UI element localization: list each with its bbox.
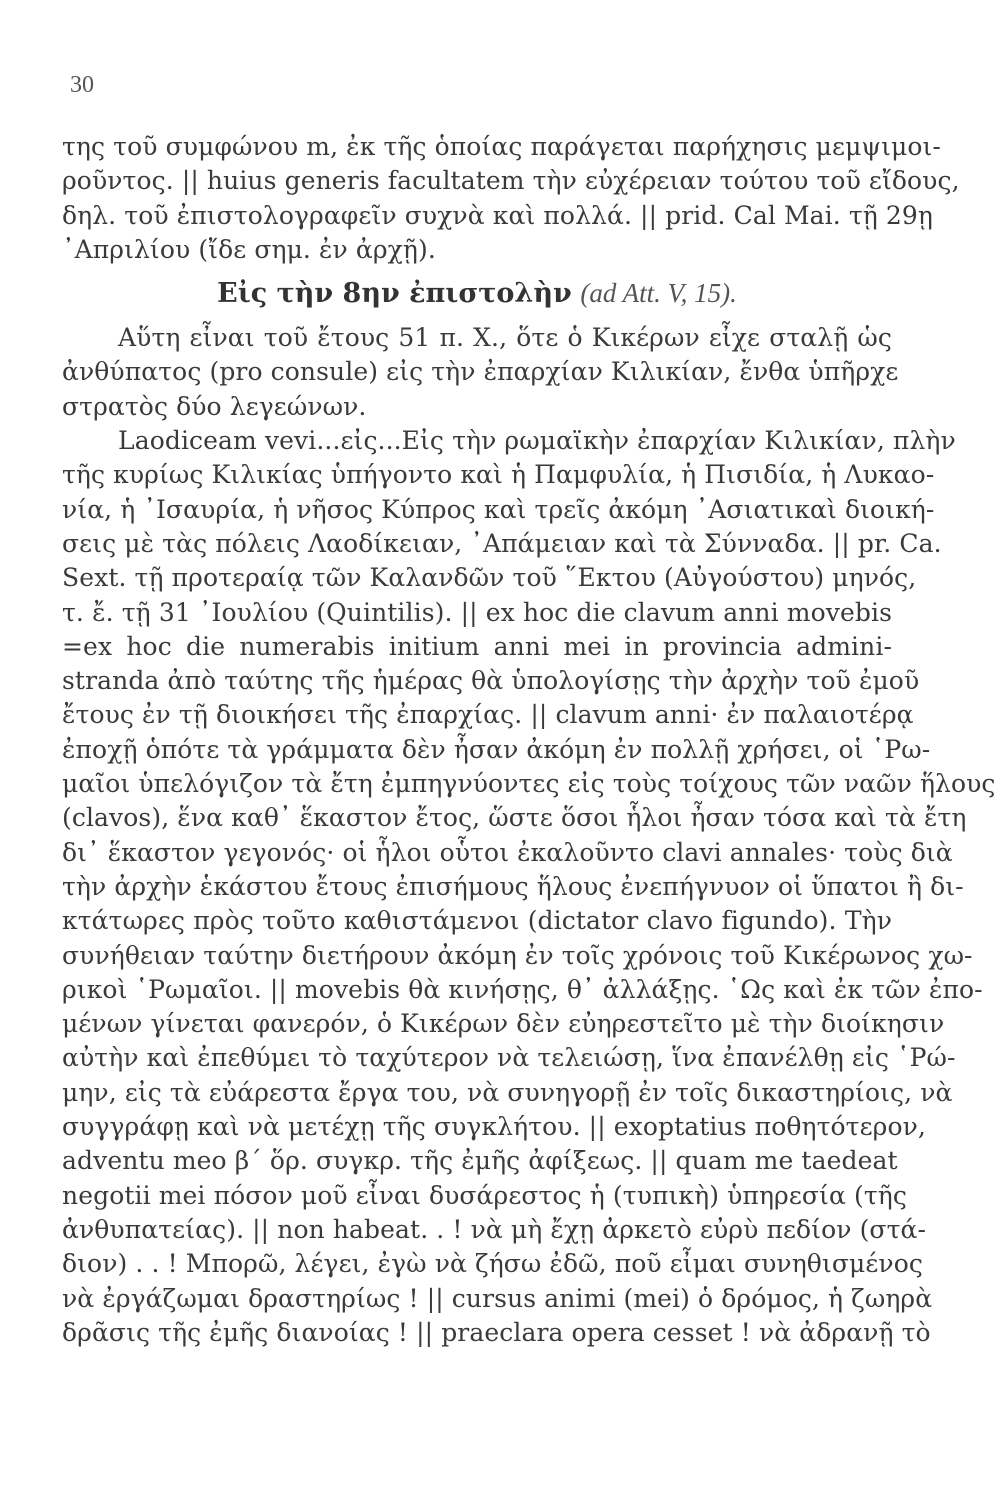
text-line: (clavos), ἕνα καθ᾿ ἕκαστον ἔτος, ὥστε ὅσοι ἧλοι ἦσαν τόσα καὶ τὰ ἔτη [62,803,967,833]
text-line: της τοῦ συμφώνου m, ἐκ τῆς ὁποίας παράγεται παρήχησις μεμψιμοι- [62,132,941,161]
intro-paragraph [62,130,960,267]
text-line: στρατὸς δύο λεγεώνων. [62,391,367,421]
text-line: αὐτὴν καὶ ἐπεθύμει τὸ ταχύτερον νὰ τελειώσῃ, ἵνα ἐπανέλθῃ εἰς ῾Ρώ- [62,1043,956,1073]
text-line: ἀνθυπατείας). || non habeat. . ! νὰ μὴ ἔχῃ ἀρκετὸ εὐρὺ πεδίον (στά- [62,1214,927,1244]
text-line: νία, ἡ ᾿Ισαυρία, ἡ νῆσος Κύπρος καὶ τρεῖς ἀκόμη ᾿Ασιατικαὶ διοική- [62,494,935,524]
text-block [62,130,996,1350]
text-line: Αὕτη εἶναι τοῦ ἔτους 51 π. Χ., ὅτε ὁ Κικέρων εἶχε σταλῇ ὡς [118,323,892,353]
text-line: μαῖοι ὑπελόγιζον τὰ ἔτη ἐμπηγνύοντες εἰς τοὺς τοίχους τῶν ναῶν ἥλους [62,769,996,799]
text-line: τὴν ἀρχὴν ἑκάστου ἔτους ἐπισήμους ἥλους ἐνεπήγνυον οἱ ὕπατοι ἢ δι- [62,871,964,901]
commentary-body [62,321,996,1350]
text-line: νὰ ἐργάζωμαι δραστηρίως ! || cursus animi (mei) ὁ δρόμος, ἡ ζωηρὰ [62,1283,933,1313]
text-line: μην, εἰς τὰ εὐάρεστα ἔργα του, νὰ συνηγορῇ ἐν τοῖς δικαστηρίοις, νὰ [62,1077,953,1107]
text-line: Laodiceam vevi...εἰς...Εἰς τὴν ρωμαϊκὴν ἐπαρχίαν Κιλικίαν, πλὴν [118,426,956,456]
text-line: ρικοὶ ῾Ρωμαῖοι. || movebis θὰ κινήσῃς, θ᾿ ἀλλάξῃς. ῾Ως καὶ ἐκ τῶν ἐπο- [62,974,983,1004]
text-line: διον) . . ! Μπορῶ, λέγει, ἐγὼ νὰ ζήσω ἐδῶ, ποῦ εἶμαι συνηθισμένος [62,1249,923,1279]
text-line: δηλ. τοῦ ἐπιστολογραφεῖν συχνὰ καὶ πολλά. || prid. Cal Mai. τῇ 29ῃ [62,200,934,230]
text-line: negotii mei πόσον μοῦ εἶναι δυσάρεστος ἡ (τυπικὴ) ὑπηρεσία (τῆς [62,1180,907,1210]
text-line: =ex hoc die numerabis initium anni mei in provincia admini- [62,631,892,661]
text-line: δρᾶσις τῆς ἐμῆς διανοίας ! || praeclara opera cesset ! νὰ ἀδρανῇ τὸ [62,1317,931,1347]
text-line: τῆς κυρίως Κιλικίας ὑπήγοντο καὶ ἡ Παμφυλία, ἡ Πισιδία, ἡ Λυκαο- [62,460,935,490]
text-line: ροῦντος. || huius generis facultatem τὴν εὐχέρειαν τούτου τοῦ εἴδους, [62,166,960,196]
text-line: ἐποχῇ ὁπότε τὰ γράμματα δὲν ἦσαν ἀκόμη ἐν πολλῇ χρήσει, οἱ ῾Ρω- [62,734,931,764]
heading-title: Εἰς τὴν 8ην ἐπιστολὴν [217,278,572,310]
text-line: ἀνθύπατος (pro consule) εἰς τὴν ἐπαρχίαν Κιλικίαν, ἔνθα ὑπῆρχε [62,357,899,387]
text-line: σεις μὲ τὰς πόλεις Λαοδίκειαν, ᾿Απάμειαν καὶ τὰ Σύνναδα. || pr. Ca. [62,528,942,558]
heading-reference: (ad Att. V, 15). [580,278,737,309]
text-line: συνήθειαν ταύτην διετήρουν ἀκόμη ἐν τοῖς χρόνοις τοῦ Κικέρωνος χω- [62,940,973,970]
text-line: adventu meo β΄ ὅρ. συγκρ. τῆς ἐμῆς ἀφίξεως. || quam me taedeat [62,1146,898,1176]
text-line: ᾿Απριλίου (ἴδε σημ. ἐν ἀρχῇ). [62,234,436,264]
text-line: stranda ἀπὸ ταύτης τῆς ἡμέρας θὰ ὑπολογίσῃς τὴν ἀρχὴν τοῦ ἐμοῦ [62,666,920,696]
text-line: συγγράφῃ καὶ νὰ μετέχῃ τῆς συγκλήτου. || exoptatius ποθητότερον, [62,1112,926,1142]
text-line: κτάτωρες πρὸς τοῦτο καθιστάμενοι (dictator clavo figundo). Τὴν [62,906,892,936]
text-line: μένων γίνεται φανερόν, ὁ Κικέρων δὲν εὐηρεστεῖτο μὲ τὴν διοίκησιν [62,1009,945,1039]
text-line: τ. ἔ. τῇ 31 ᾿Ιουλίου (Quintilis). || ex hoc die clavum anni movebis [62,597,892,627]
text-line: ἔτους ἐν τῇ διοικήσει τῆς ἐπαρχίας. || clavum anni· ἐν παλαιοτέρᾳ [62,700,914,730]
text-line: Sext. τῇ προτεραίᾳ τῶν Καλανδῶν τοῦ ῞Εκτου (Αὐγούστου) μηνός, [62,563,917,593]
text-line: δι᾿ ἕκαστον γεγονός· οἱ ἧλοι οὗτοι ἐκαλοῦντο clavi annales· τοὺς διὰ [62,837,953,867]
page-number: 30 [70,72,94,98]
section-heading [62,269,892,317]
